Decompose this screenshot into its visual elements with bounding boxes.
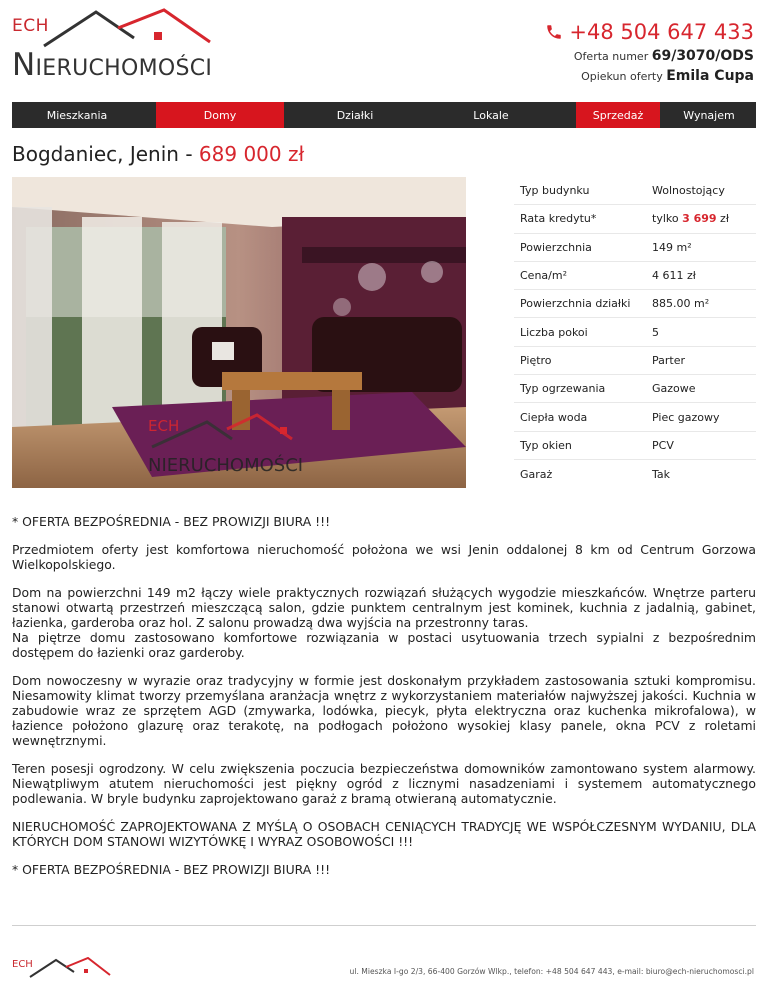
house-roof-icon (42, 8, 212, 54)
photo-watermark-name: NIERUCHOMOŚCI (148, 455, 304, 476)
agent-name: Emila Cupa (666, 68, 754, 84)
contact-block (545, 20, 754, 84)
spec-row: Typ ogrzewania Gazowe (514, 375, 756, 403)
brand-logo[interactable] (12, 8, 212, 82)
listing-photo[interactable] (12, 177, 466, 488)
spec-row: Liczba pokoi 5 (514, 318, 756, 346)
description-paragraph: * OFERTA BEZPOŚREDNIA - BEZ PROWIZJI BIURA !!! (12, 862, 331, 877)
living-room-photo (12, 177, 466, 488)
phone-number: +48 504 647 433 (569, 20, 754, 44)
main-nav (12, 102, 756, 128)
description-paragraph: Teren posesji ogrodzony. W celu zwiększenia poczucia bezpieczeństwa domowników zamontowano system alarmowy. Niewątpliwym atutem nieruchomości jest piękny ogród z licznymi nasadzeniami i systemem automatycznego podlewania. W bryle budynku zaprojektowano garaż z bramą otwieraną automatycznie. (12, 761, 756, 806)
description-paragraph: NIERUCHOMOŚĆ ZAPROJEKTOWANA Z MYŚLĄ O OSOBACH CENIĄCYCH TRADYCJĘ WE WSPÓŁCZESNYM WYDANIU, DLA KTÓRYCH DOM STANOWI WIZYTÓWKĘ I WYRAZ OSOBOWOŚCI !!! (12, 819, 756, 849)
description-paragraph: Przedmiotem oferty jest komfortowa nieruchomość położona we wsi Jenin oddalonej 8 km od Centrum Gorzowa Wielkopolskiego. (12, 542, 756, 572)
spec-row: Powierzchnia działki 885.00 m² (514, 290, 756, 318)
footer-logo-ech: ECH (12, 959, 33, 970)
nav-item-dzialki[interactable]: Działki (336, 108, 374, 122)
footer-address: ul. Mieszka I-go 2/3, 66-400 Gorzów Wlkp., telefon: +48 504 647 443, e-mail: biuro@ech-nieruchomosci.pl (349, 967, 754, 976)
phone-icon (545, 23, 563, 41)
description-paragraph: Dom na powierzchni 149 m2 łączy wiele praktycznych rozwiązań służących wygodzie mieszkańców. Wnętrze parteru stanowi otwartą przestrzeń mieszczącą salon, gdzie punktem centralnym jest kominek, kuchnia z jadalnią, gabinet, łazienka, garderoba oraz hol. Z salonu prowadzą dwa wyjścia na przestronny taras. Na piętrze domu zastosowano komfortowe rozwiązania w postaci usytuowania trzech sypialni z bezpośrednim dostępem do łazienki oraz garderoby. (12, 585, 756, 660)
listing-location: Bogdaniec, Jenin - (12, 142, 199, 166)
listing-description (12, 514, 756, 890)
description-paragraph: Dom nowoczesny w wyrazie oraz tradycyjny w formie jest doskonałym przykładem zastosowania sztuki kompromisu. Niesamowity klimat tworzy przemyślana aranżacja wnętrz z wykorzystaniem materiałów najwyższej jakości. Kuchnia w zabudowie wraz ze sprzętem AGD (zmywarka, lodówka, piecyk, płyta elektryczna oraz kuchenka mikrofalowa), w łazience położono glazurę oraz terakotę, na podłogach położono wysokiej klasy panele, okna PCV z roletami wewnętrznymi. (12, 673, 756, 748)
spec-row: Powierzchnia 149 m² (514, 234, 756, 262)
footer-roof-icon (28, 957, 112, 981)
spec-row: Rata kredytu* tylko 3 699 zł (514, 205, 756, 233)
spec-row: Typ budynku Wolnostojący (514, 177, 756, 205)
spec-row: Cena/m² 4 611 zł (514, 262, 756, 290)
nav-item-wynajem[interactable]: Wynajem (683, 108, 735, 122)
logo-name: NIERUCHOMOŚCI (12, 47, 213, 83)
listing-price: 689 000 zł (198, 142, 305, 166)
spec-row: Typ okien PCV (514, 432, 756, 460)
spec-row: Garaż Tak (520, 467, 671, 481)
footer-logo[interactable] (12, 954, 112, 988)
nav-item-mieszkania[interactable]: Mieszkania (46, 108, 108, 122)
description-paragraph: * OFERTA BEZPOŚREDNIA - BEZ PROWIZJI BIURA !!! (12, 514, 331, 529)
specs-table (514, 177, 756, 488)
nav-item-sprzedaz[interactable]: Sprzedaż (576, 102, 660, 128)
page-title (12, 142, 304, 166)
spec-row: Ciepła woda Piec gazowy (514, 403, 756, 431)
offer-number-line: Oferta numer 69/3070/ODS (573, 48, 754, 64)
offer-number: 69/3070/ODS (651, 48, 754, 64)
photo-watermark-ech: ECH (148, 417, 180, 435)
phone-link[interactable] (545, 20, 754, 44)
spec-row: Piętro Parter (514, 347, 756, 375)
nav-item-domy[interactable]: Domy (156, 102, 284, 128)
logo-ech-text: ECH (12, 16, 49, 36)
agent-line: Opiekun oferty Emila Cupa (581, 68, 754, 84)
footer-divider (12, 925, 756, 926)
nav-item-lokale[interactable]: Lokale (473, 108, 509, 122)
